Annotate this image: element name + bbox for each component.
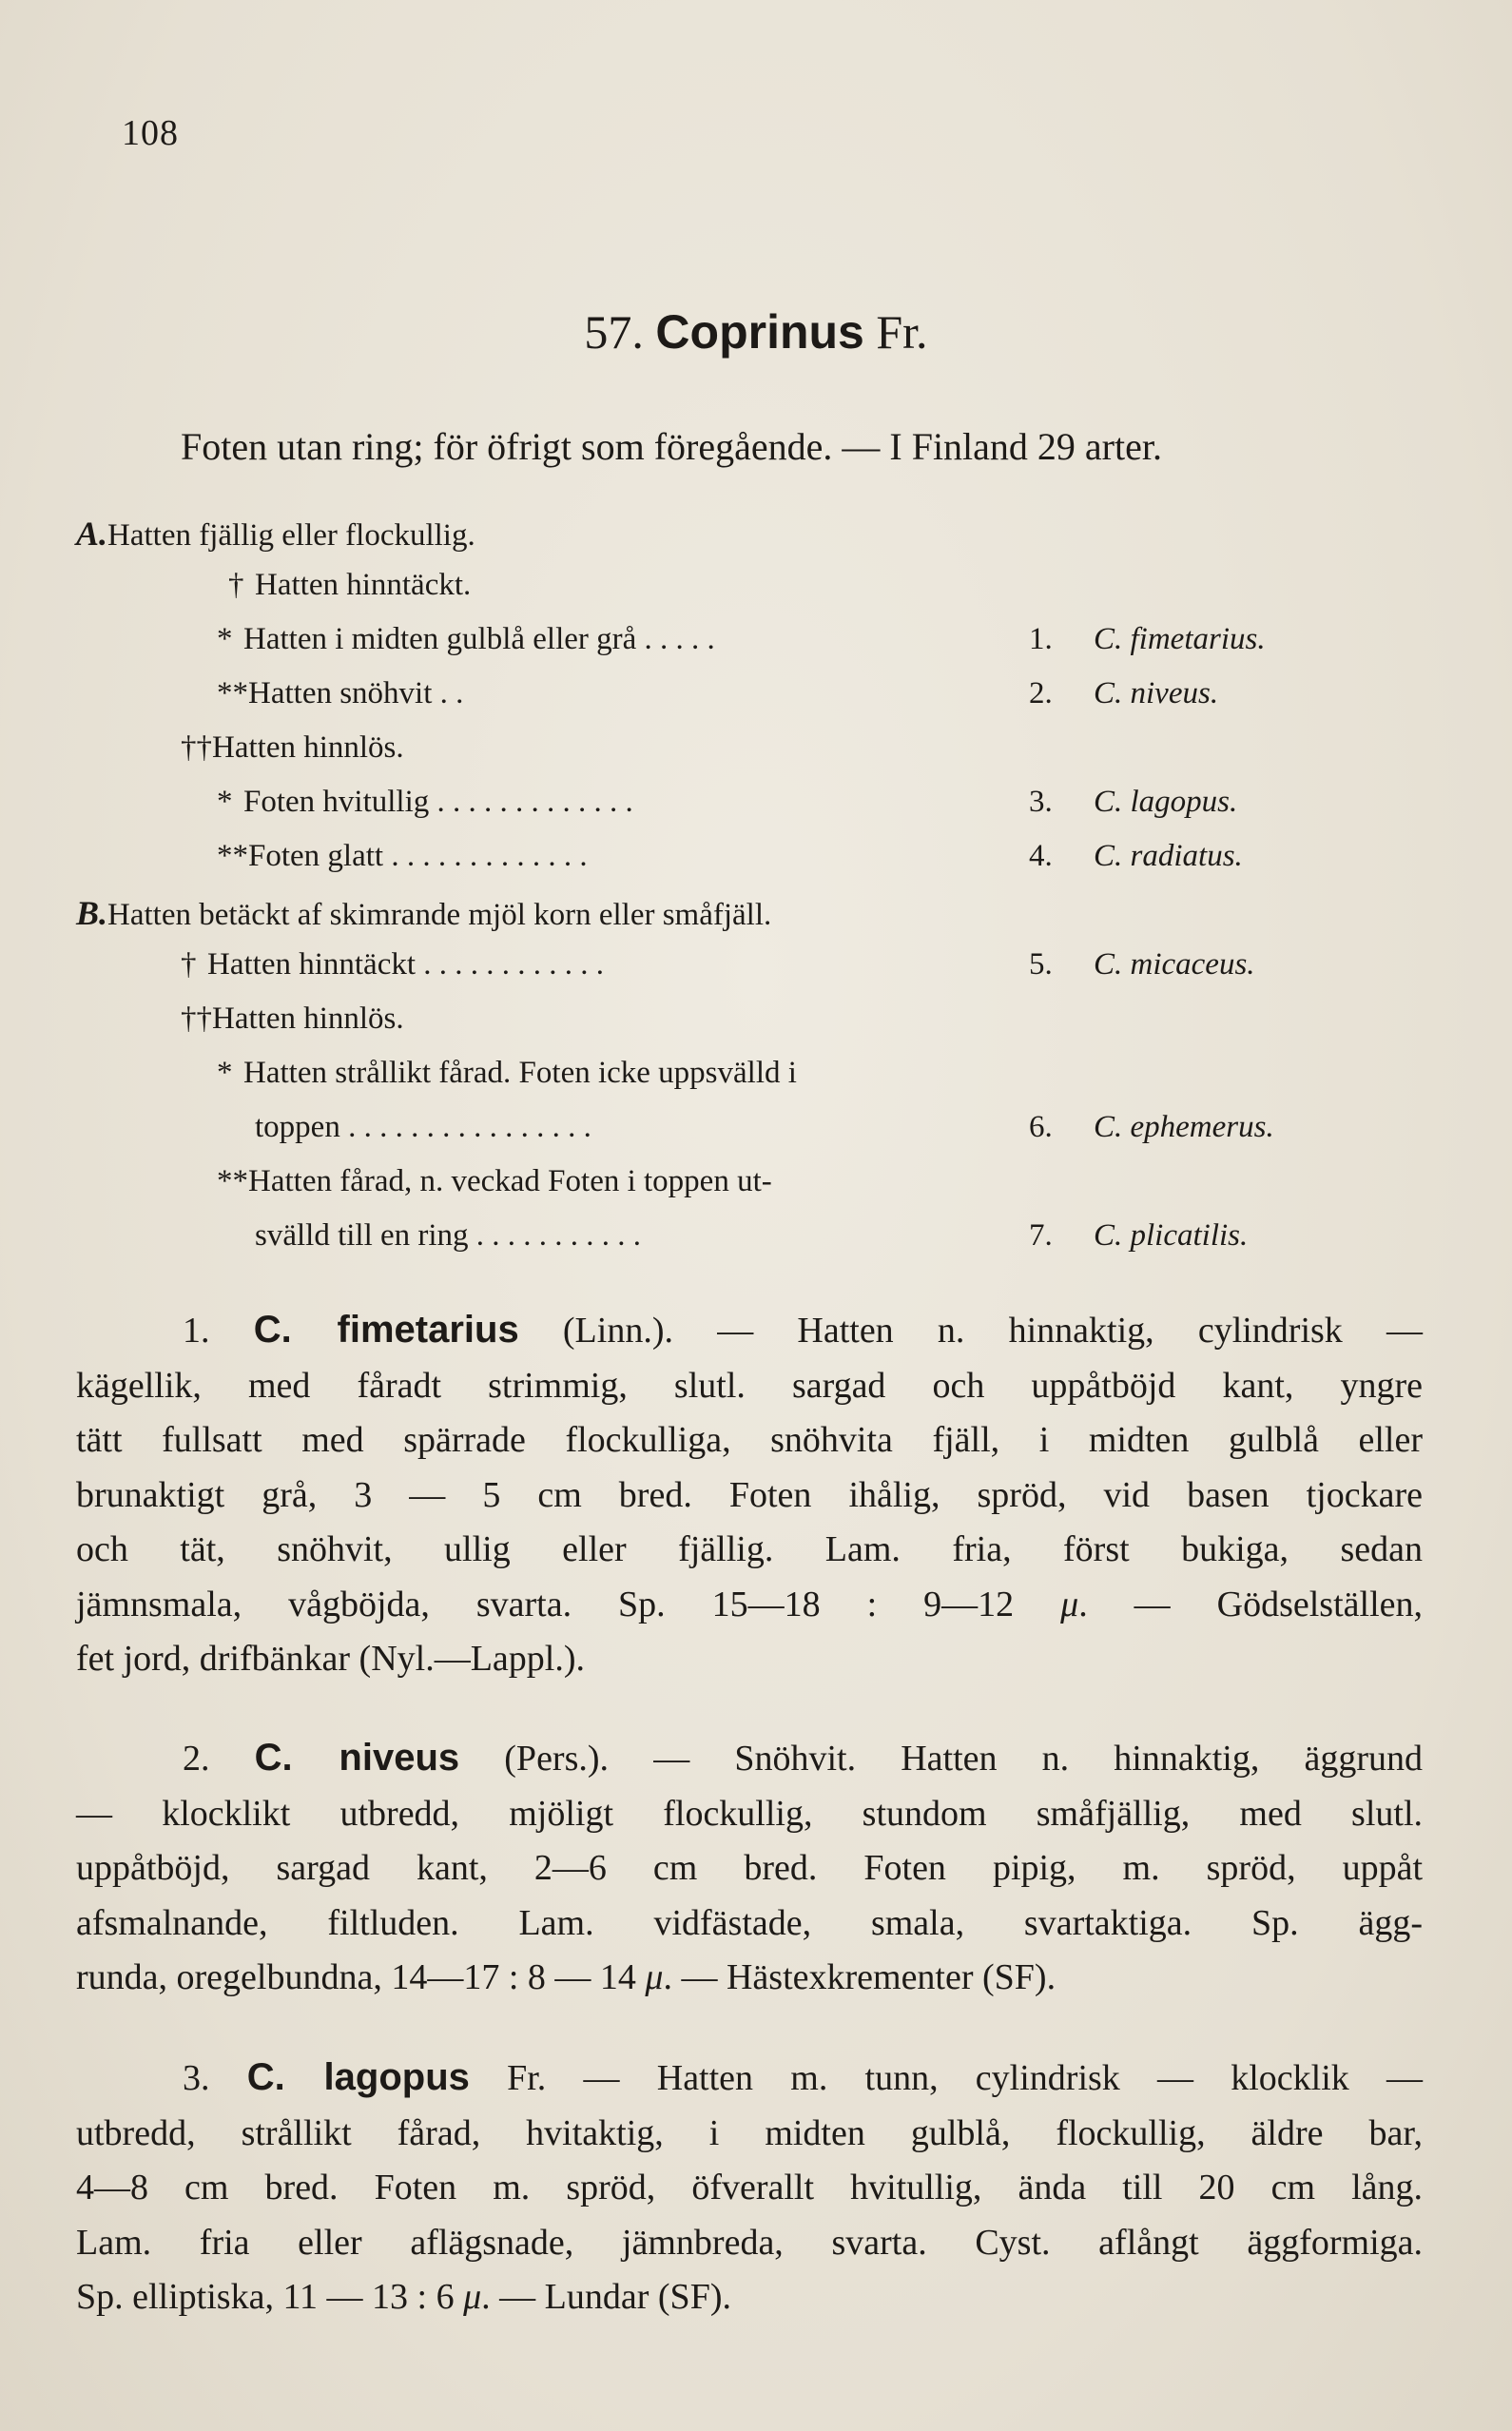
key-marker: † <box>181 947 197 982</box>
description-line <box>76 1359 1423 1414</box>
description-line <box>76 2161 1423 2216</box>
description-text: och tät, snöhvit, ullig eller fjällig. Lam. fria, först bukiga, sedan <box>76 1529 1423 1569</box>
key-marker: † <box>228 568 244 602</box>
key-marker: * <box>217 785 233 819</box>
key-text: Hatten betäckt af skimrande mjöl korn eller småfjäll. <box>107 898 772 932</box>
key-number: 1. <box>1029 622 1053 656</box>
description-text: Sp. elliptiska, 11 — 13 : 6 μ. — Lundar (SF). <box>76 2277 731 2317</box>
key-lead <box>217 839 588 874</box>
description-line <box>76 1841 1423 1896</box>
key-row <box>0 1164 1512 1212</box>
species-author: (Linn.). <box>518 1311 718 1351</box>
key-text: Hatten fårad, n. veckad Foten i toppen ut- <box>248 1164 772 1198</box>
key-species: C. radiatus. <box>1094 839 1243 873</box>
description-text: utbredd, strållikt fårad, hvitaktig, i midten gulblå, flockullig, äldre bar, <box>76 2112 1423 2153</box>
key-lead <box>255 1110 591 1145</box>
key-lead <box>181 730 404 766</box>
key-marker: A. <box>76 515 108 553</box>
key-text: Hatten hinnlös. <box>212 730 404 765</box>
species-number: 3. <box>183 2058 247 2098</box>
key-marker: ** <box>217 839 248 873</box>
description-text: brunaktigt grå, 3 — 5 cm bred. Foten ihålig, spröd, vid basen tjockare <box>76 1474 1423 1515</box>
description-text: runda, oregelbundna, 14—17 : 8 — 14 μ. — Hästexkrementer (SF). <box>76 1957 1056 1997</box>
description-line <box>76 2051 1423 2107</box>
key-row <box>0 514 1512 561</box>
key-text: Foten hvitullig . . . . . . . . . . . . . <box>243 785 633 819</box>
key-species: C. niveus. <box>1094 676 1219 710</box>
key-number: 4. <box>1029 839 1053 873</box>
key-text: Hatten fjällig eller flockullig. <box>107 518 475 553</box>
key-text: Hatten hinntäckt. <box>255 568 472 602</box>
description-text: — klocklikt utbredd, mjöligt flockullig, stundom småfjällig, med slutl. <box>76 1793 1423 1834</box>
key-species: C. lagopus. <box>1094 785 1238 819</box>
key-number: 3. <box>1029 785 1053 819</box>
key-species: C. plicatilis. <box>1094 1218 1249 1253</box>
key-row <box>0 730 1512 778</box>
description-line <box>76 2216 1423 2271</box>
description-line <box>76 1731 1423 1787</box>
species-description-3 <box>76 2051 1423 2325</box>
key-row <box>0 1002 1512 1049</box>
key-lead <box>228 568 471 603</box>
key-marker: * <box>217 1056 233 1090</box>
key-row <box>0 1218 1512 1266</box>
genus-name: Coprinus <box>655 305 864 359</box>
description-line <box>76 2107 1423 2162</box>
key-marker: ** <box>217 1164 248 1198</box>
key-row <box>0 947 1512 995</box>
species-author: (Pers.). <box>459 1739 654 1779</box>
page-number: 108 <box>122 113 179 153</box>
description-text: afsmalnande, filtluden. Lam. vidfästade, smala, svartaktiga. Sp. ägg- <box>76 1902 1423 1943</box>
description-text: kägellik, med fåradt strimmig, slutl. sargad och uppåtböjd kant, yngre <box>76 1365 1423 1406</box>
key-row <box>0 676 1512 724</box>
key-row <box>0 839 1512 886</box>
description-line <box>76 1951 1423 2006</box>
key-lead <box>181 947 604 982</box>
description-text: fet jord, drifbänkar (Nyl.—Lappl.). <box>76 1639 585 1679</box>
key-text: Foten glatt . . . . . . . . . . . . . <box>248 839 588 873</box>
key-species: C. fimetarius. <box>1094 622 1266 656</box>
description-line <box>76 2270 1423 2325</box>
key-lead <box>181 1002 404 1037</box>
key-lead <box>255 1218 641 1254</box>
key-marker: †† <box>181 1002 212 1036</box>
description-text: — Hatten m. tunn, cylindrisk — klocklik — <box>583 2058 1423 2098</box>
key-lead <box>76 893 771 933</box>
species-number: 1. <box>183 1311 254 1351</box>
key-lead <box>217 676 463 711</box>
description-text: — Hatten n. hinnaktig, cylindrisk — <box>717 1311 1424 1351</box>
key-text: Hatten i midten gulblå eller grå . . . . . <box>243 622 715 656</box>
species-author: Fr. <box>469 2058 584 2098</box>
species-description-2 <box>76 1731 1423 2006</box>
key-text: Hatten strållikt fårad. Foten icke uppsvälld i <box>243 1056 797 1090</box>
description-text: Lam. fria eller aflägsnade, jämnbreda, svarta. Cyst. aflångt äggformiga. <box>76 2222 1423 2263</box>
key-species: C. micaceus. <box>1094 947 1255 982</box>
description-line <box>76 1632 1423 1687</box>
key-row <box>0 1110 1512 1157</box>
species-number: 2. <box>183 1739 255 1779</box>
key-marker: B. <box>76 894 108 932</box>
key-number: 2. <box>1029 676 1053 710</box>
key-row <box>0 1056 1512 1103</box>
key-lead <box>217 785 633 820</box>
key-row <box>0 622 1512 670</box>
description-text: uppåtböjd, sargad kant, 2—6 cm bred. Foten pipig, m. spröd, uppåt <box>76 1848 1423 1888</box>
species-name: C. niveus <box>254 1737 460 1779</box>
key-marker: †† <box>181 730 212 765</box>
key-lead <box>76 514 475 554</box>
description-text: 4—8 cm bred. Foten m. spröd, öfverallt hvitullig, ända till 20 cm lång. <box>76 2168 1423 2207</box>
key-number: 7. <box>1029 1218 1053 1253</box>
key-lead <box>217 1056 797 1091</box>
key-row <box>0 568 1512 615</box>
key-text: Hatten hinntäckt . . . . . . . . . . . . <box>207 947 605 982</box>
description-line <box>76 1413 1423 1468</box>
species-description-1 <box>76 1303 1423 1687</box>
genus-heading <box>0 304 1512 360</box>
description-line <box>76 1896 1423 1952</box>
key-marker: * <box>217 622 233 656</box>
key-row <box>0 785 1512 832</box>
key-text: Hatten snöhvit . . <box>248 676 464 710</box>
description-text: tätt fullsatt med spärrade flockulliga, snöhvita fjäll, i midten gulblå eller <box>76 1420 1423 1460</box>
key-row <box>0 893 1512 941</box>
key-text: Hatten hinnlös. <box>212 1002 404 1036</box>
key-number: 5. <box>1029 947 1053 982</box>
species-name: C. fimetarius <box>253 1309 519 1351</box>
key-lead <box>217 1164 772 1199</box>
genus-author: Fr. <box>876 305 928 359</box>
key-text: svälld till en ring . . . . . . . . . . . <box>255 1218 642 1253</box>
description-line <box>76 1787 1423 1842</box>
key-marker: ** <box>217 676 248 710</box>
description-line <box>76 1523 1423 1578</box>
description-line <box>76 1303 1423 1359</box>
key-number: 6. <box>1029 1110 1053 1144</box>
key-species: C. ephemerus. <box>1094 1110 1274 1144</box>
description-line <box>76 1468 1423 1524</box>
species-name: C. lagopus <box>246 2056 470 2098</box>
genus-number: 57. <box>584 305 644 359</box>
genus-intro: Foten utan ring; för öfrigt som föregående. — I Finland 29 arter. <box>181 425 1162 468</box>
description-text: jämnsmala, vågböjda, svarta. Sp. 15—18 : 9—12 μ. — Gödselställen, <box>76 1584 1423 1624</box>
key-lead <box>217 622 715 657</box>
description-text: — Snöhvit. Hatten n. hinnaktig, äggrund <box>653 1739 1423 1779</box>
description-line <box>76 1578 1423 1633</box>
key-text: toppen . . . . . . . . . . . . . . . . <box>255 1110 591 1144</box>
